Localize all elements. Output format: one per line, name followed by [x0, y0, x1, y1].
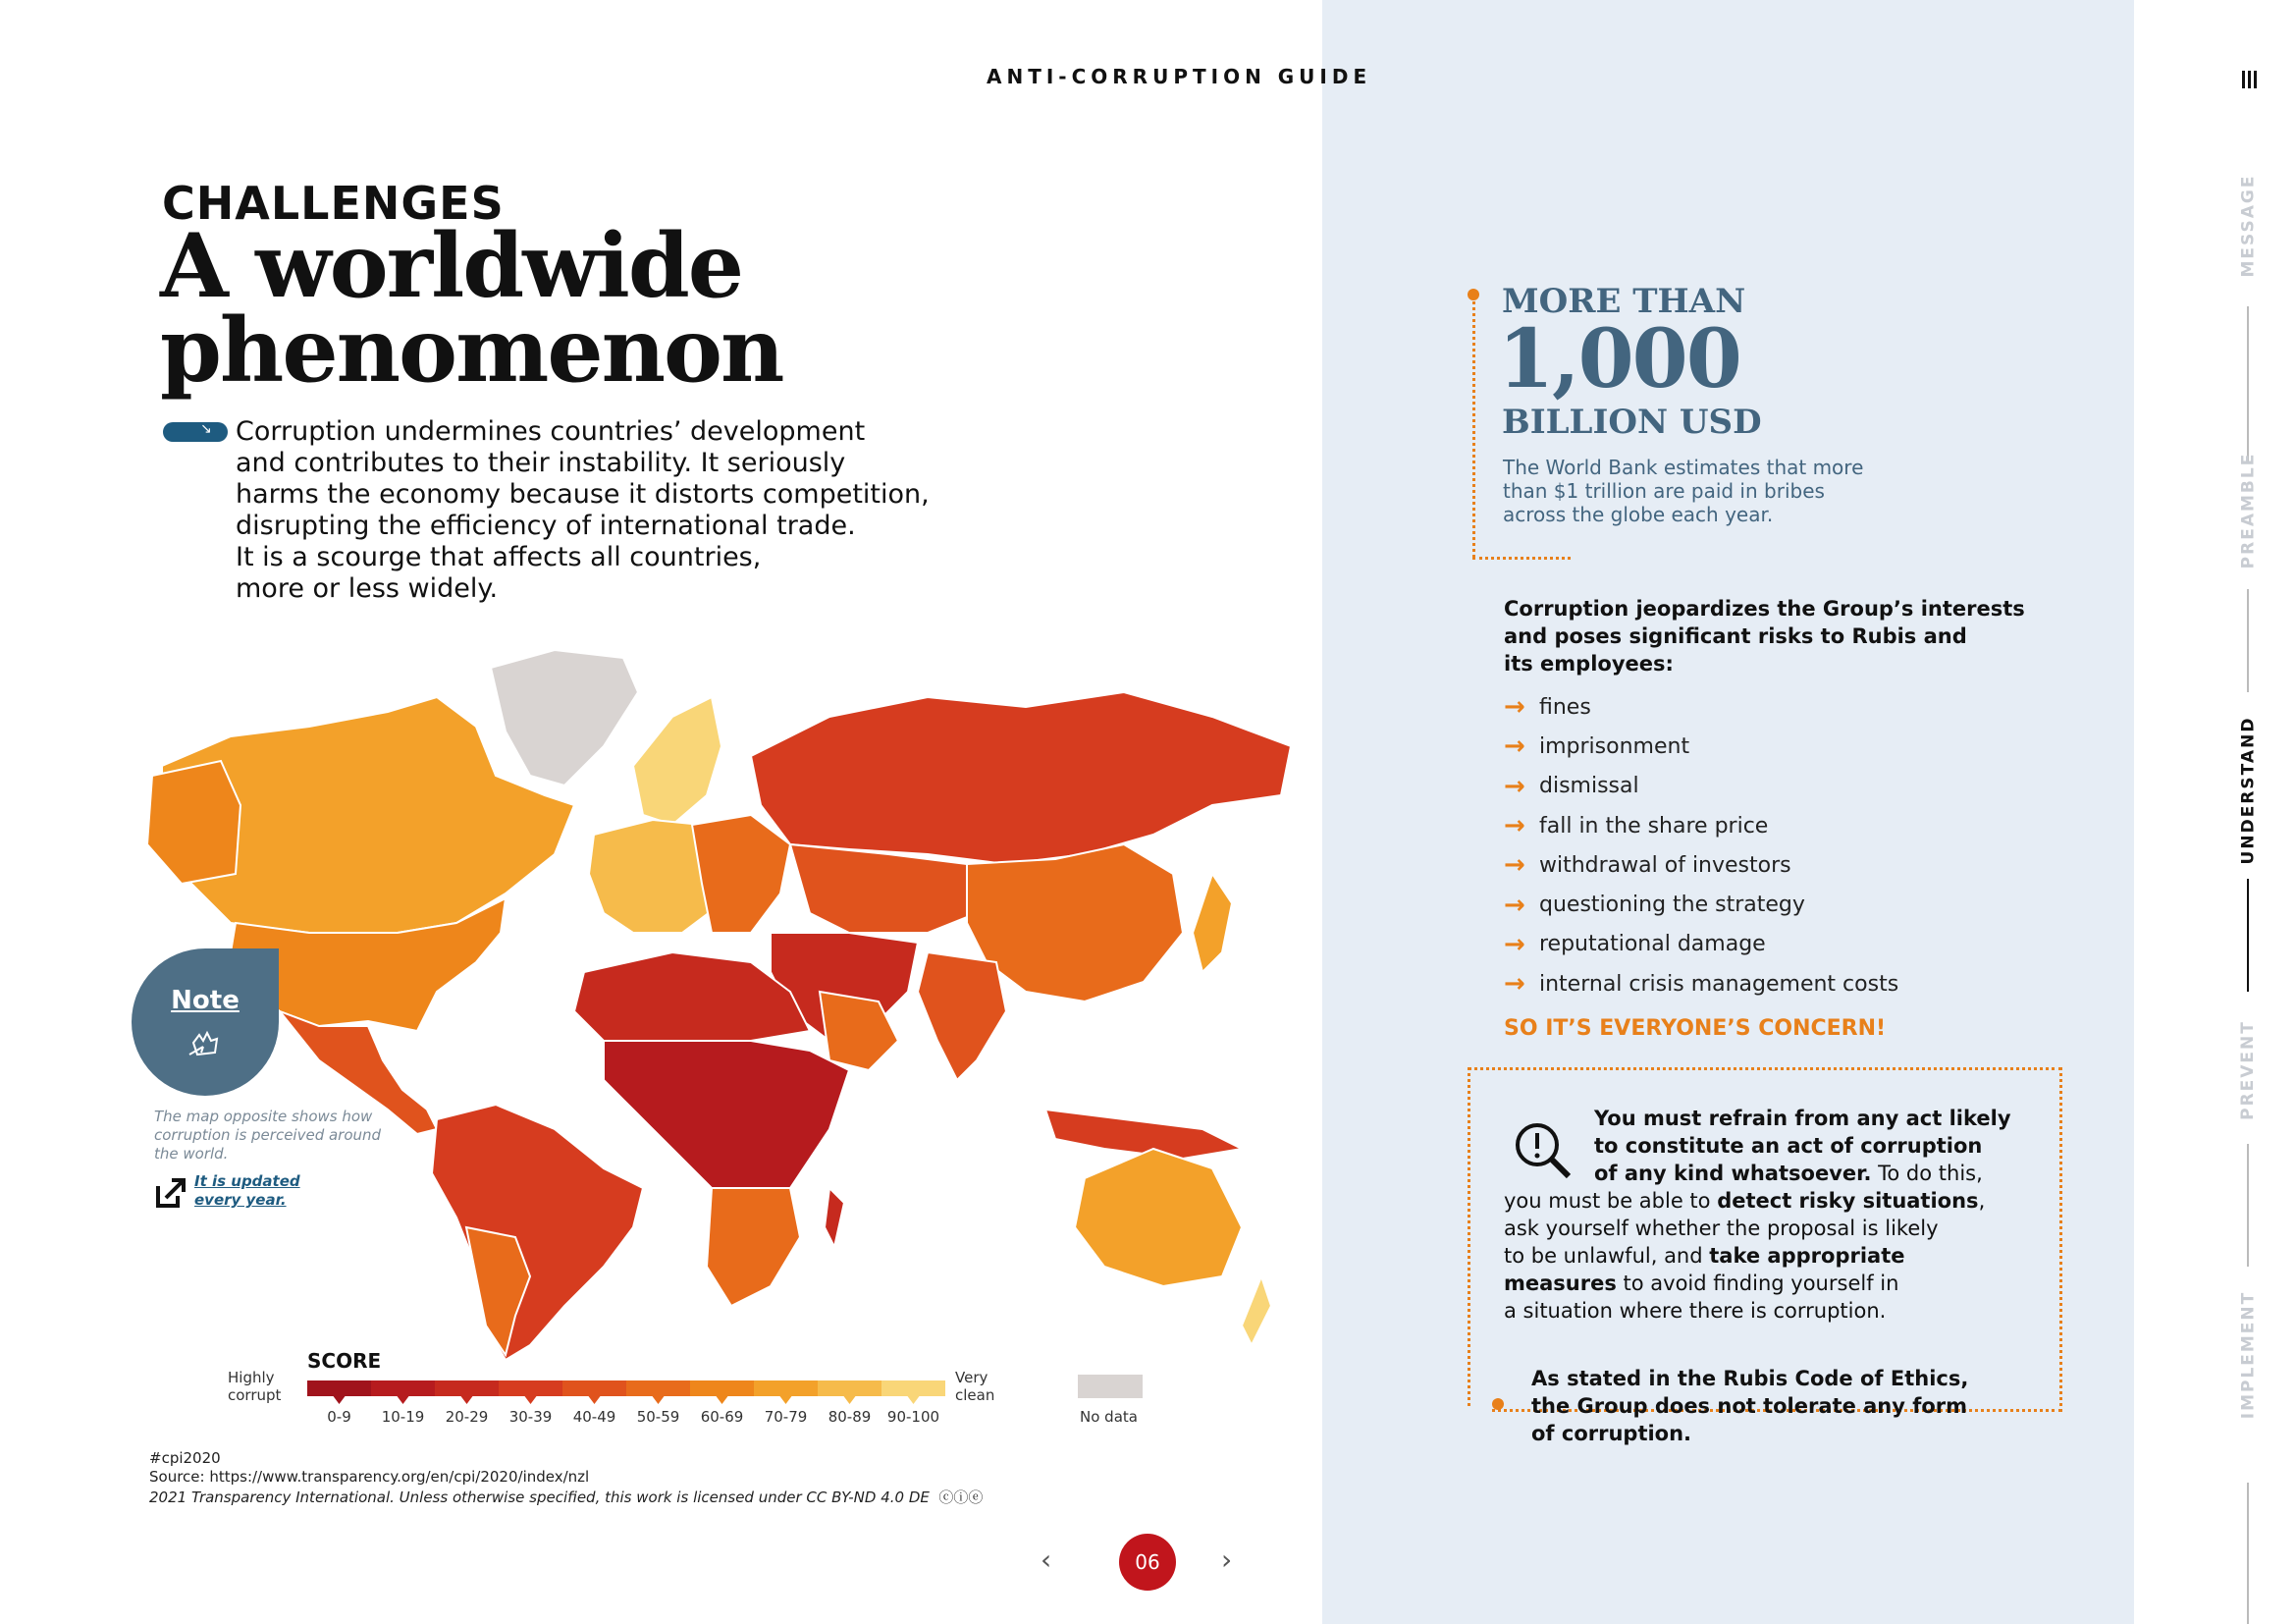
risk-label: withdrawal of investors — [1539, 852, 1791, 878]
warning-bold: of any kind whatsoever. — [1594, 1162, 1872, 1185]
source-url: Source: https://www.transparency.org/en/cpi/2020/index/nzl — [149, 1468, 590, 1486]
arrow-right-icon: → — [1504, 771, 1525, 801]
warning-line — [1504, 1242, 2034, 1270]
legend-tick — [334, 1396, 346, 1404]
legend-swatch — [626, 1380, 691, 1396]
risk-label: imprisonment — [1539, 733, 1690, 759]
tab-label: MESSAGE — [2238, 174, 2259, 278]
note-title: Note — [171, 986, 240, 1015]
risk-intro-line: and poses significant risks to Rubis and — [1504, 624, 1967, 648]
menu-icon[interactable] — [2240, 69, 2260, 92]
legend-low-line-2: corrupt — [228, 1386, 282, 1404]
concern-callout — [1504, 1016, 1886, 1041]
concern-emphasis: EVERYONE’S CONCERN! — [1599, 1016, 1887, 1041]
stat-dotted-underline — [1472, 557, 1571, 560]
previous-page-button[interactable]: ‹ — [1041, 1543, 1052, 1576]
note-text: The map opposite shows how corruption is perceived around the world. — [154, 1108, 382, 1163]
title-line-1: A worldwide — [160, 214, 743, 318]
legend-range-label: 0-9 — [327, 1408, 351, 1426]
intro-line: and contributes to their instability. It seriously — [236, 448, 846, 478]
warning-line: You must refrain from any act likely — [1594, 1107, 2011, 1130]
warning-line: a situation where there is corruption. — [1504, 1299, 1887, 1323]
stat-dotted-line — [1472, 295, 1475, 558]
warning-line — [1504, 1270, 2034, 1297]
stat-prefix: MORE THAN — [1502, 282, 1746, 321]
arrow-right-icon: → — [1504, 850, 1525, 881]
warning-line — [1504, 1160, 2034, 1187]
intro-line: It is a scourge that affects all countries, — [236, 542, 762, 572]
map-region-new-zealand — [1242, 1276, 1271, 1345]
legend-swatch — [881, 1380, 945, 1396]
legend-range-label: 40-49 — [572, 1408, 616, 1426]
arrow-icon: ↘ — [200, 421, 212, 437]
ethics-line: the Group does not tolerate any form — [1531, 1394, 1968, 1418]
warning-plain: , — [1978, 1189, 1986, 1213]
legend-range-label: 30-39 — [508, 1408, 553, 1426]
warning-plain: To do this, — [1871, 1162, 1983, 1185]
arrow-right-icon: → — [1504, 731, 1525, 762]
stat-unit: BILLION USD — [1502, 403, 1762, 442]
tab-message[interactable] — [2218, 137, 2277, 314]
legend-swatch — [690, 1380, 755, 1396]
legend-title: SCORE — [307, 1349, 382, 1373]
risk-label: reputational damage — [1539, 932, 1766, 957]
risk-label: questioning the strategy — [1539, 893, 1805, 918]
legend-tick — [844, 1396, 856, 1404]
tab-prevent[interactable] — [2218, 982, 2277, 1159]
list-item — [1504, 727, 2054, 766]
arrow-right-icon: → — [1504, 811, 1525, 841]
sidebar-divider — [2247, 1483, 2249, 1624]
arrow-right-icon: → — [1504, 692, 1525, 723]
ethics-line: of corruption. — [1531, 1422, 1692, 1445]
legend-swatch — [754, 1380, 819, 1396]
legend-high-line-2: clean — [955, 1386, 995, 1404]
license-text: 2021 Transparency International. Unless otherwise specified, this work is licensed under CC BY-ND 4.0 DE — [149, 1489, 930, 1506]
section-kicker: CHALLENGES — [162, 177, 505, 230]
ethics-statement — [1531, 1365, 2002, 1447]
box-gap — [1463, 1409, 1492, 1438]
tab-label: PREVENT — [2238, 1020, 2259, 1120]
update-link-line-1: It is updated — [194, 1172, 300, 1190]
stat-desc-line: than $1 trillion are paid in bribes — [1503, 479, 1825, 503]
update-link-line-2: every year. — [194, 1191, 287, 1209]
warning-plain: to avoid finding yourself in — [1616, 1272, 1899, 1295]
ethics-marker-dot — [1492, 1398, 1504, 1410]
risk-label: internal crisis management costs — [1539, 971, 1899, 997]
map-region-indonesia — [1045, 1110, 1242, 1159]
warning-bold: take appropriate — [1709, 1244, 1905, 1268]
legend-low-label — [228, 1369, 281, 1404]
sidebar-divider-active — [2247, 879, 2249, 992]
intro-line: Corruption undermines countries’ development — [236, 416, 866, 447]
next-page-button[interactable]: › — [1221, 1543, 1233, 1576]
tab-label: IMPLEMENT — [2238, 1290, 2259, 1420]
stat-description — [1503, 456, 1925, 526]
legend-range-label: 10-19 — [381, 1408, 425, 1426]
legend-swatch — [499, 1380, 563, 1396]
warning-bold: detect risky situations — [1717, 1189, 1979, 1213]
risk-intro — [1504, 595, 2054, 677]
source-hashtag: #cpi2020 — [149, 1449, 221, 1467]
warning-plain: you must be able to — [1504, 1189, 1718, 1213]
update-link[interactable] — [194, 1172, 342, 1210]
warning-text — [1504, 1105, 2034, 1325]
map-region-scandinavia — [633, 697, 721, 825]
list-item — [1504, 964, 2054, 1003]
legend-range-label: 70-79 — [764, 1408, 808, 1426]
legend-low-line-1: Highly — [228, 1369, 275, 1386]
hand-pointer-icon — [186, 1025, 225, 1060]
no-data-label: No data — [1080, 1408, 1138, 1426]
stat-value: 1,000 — [1498, 312, 1740, 406]
tab-label: UNDERSTAND — [2238, 716, 2258, 865]
tab-implement[interactable] — [2218, 1267, 2277, 1443]
list-item — [1504, 925, 2054, 964]
stat-desc-line: The World Bank estimates that more — [1503, 456, 1864, 479]
map-region-greenland — [491, 650, 638, 785]
external-link-icon — [154, 1176, 187, 1210]
risk-label: fall in the share price — [1539, 813, 1769, 839]
intro-line: harms the economy because it distorts competition, — [236, 479, 930, 510]
intro-marker — [163, 422, 228, 442]
list-item — [1504, 885, 2054, 924]
sidebar-divider — [2247, 1144, 2249, 1267]
warning-line: ask yourself whether the proposal is likely — [1504, 1217, 1939, 1240]
intro-line: disrupting the efficiency of international trade. — [236, 511, 856, 541]
legend-swatch — [371, 1380, 436, 1396]
map-region-alaska — [147, 761, 240, 884]
legend-tick — [717, 1396, 728, 1404]
page-number: 06 — [1119, 1534, 1176, 1591]
map-region-madagascar — [825, 1188, 844, 1247]
risk-label: fines — [1539, 694, 1591, 720]
cc-license-icon: ⓒⓘⓔ — [934, 1489, 984, 1506]
list-item — [1504, 845, 2054, 885]
legend-tick — [908, 1396, 920, 1404]
legend-tick — [589, 1396, 601, 1404]
map-region-japan — [1193, 874, 1232, 972]
map-region-russia — [751, 692, 1291, 864]
legend-high-line-1: Very — [955, 1369, 988, 1386]
risk-intro-line: its employees: — [1504, 652, 1674, 676]
warning-plain: to be unlawful, and — [1504, 1244, 1710, 1268]
list-item — [1504, 767, 2054, 806]
legend-swatch — [435, 1380, 500, 1396]
tab-understand[interactable] — [2218, 702, 2277, 879]
legend-swatch — [818, 1380, 882, 1396]
note-callout — [132, 948, 279, 1096]
legend-high-label — [955, 1369, 994, 1404]
list-item — [1504, 687, 2054, 727]
legend-range-label: 80-89 — [828, 1408, 872, 1426]
legend-tick — [525, 1396, 537, 1404]
stat-desc-line: across the globe each year. — [1503, 503, 1774, 526]
tab-preamble[interactable] — [2218, 422, 2277, 599]
map-region-south-america — [432, 1105, 643, 1360]
title-line-2: phenomenon — [160, 298, 783, 403]
legend-swatch — [307, 1380, 372, 1396]
risk-list — [1504, 687, 2054, 1003]
concern-prefix: SO IT’S — [1504, 1016, 1600, 1041]
page-title — [160, 214, 906, 403]
map-region-india — [918, 952, 1006, 1080]
legend-color-scale — [307, 1380, 945, 1408]
intro-line: more or less widely. — [236, 573, 499, 604]
arrow-right-icon: → — [1504, 969, 1525, 1000]
legend-range-label: 50-59 — [636, 1408, 680, 1426]
legend-range-label: 20-29 — [445, 1408, 489, 1426]
tab-label: PREAMBLE — [2238, 452, 2259, 569]
intro-paragraph — [236, 416, 982, 605]
arrow-right-icon: → — [1504, 890, 1525, 920]
map-region-southern-africa — [707, 1188, 800, 1306]
arrow-right-icon: → — [1504, 929, 1525, 959]
legend-range-label: 60-69 — [700, 1408, 744, 1426]
risk-intro-line: Corruption jeopardizes the Group’s interests — [1504, 597, 2025, 621]
no-data-swatch — [1078, 1375, 1143, 1398]
risk-label: dismissal — [1539, 774, 1639, 799]
list-item — [1504, 806, 2054, 845]
sidebar-divider — [2247, 589, 2249, 692]
guide-title: ANTI-CORRUPTION GUIDE — [987, 65, 1372, 88]
legend-swatch — [562, 1380, 627, 1396]
legend-tick — [461, 1396, 473, 1404]
legend-tick — [398, 1396, 409, 1404]
legend-tick — [653, 1396, 665, 1404]
warning-line — [1504, 1187, 2034, 1215]
world-corruption-map — [142, 638, 1310, 1365]
warning-bold: measures — [1504, 1272, 1617, 1295]
ethics-line: As stated in the Rubis Code of Ethics, — [1531, 1367, 1969, 1390]
source-license — [149, 1487, 983, 1507]
warning-line: to constitute an act of corruption — [1594, 1134, 1983, 1158]
legend-tick — [780, 1396, 792, 1404]
map-region-australia — [1075, 1149, 1242, 1286]
legend-range-label: 90-100 — [886, 1408, 940, 1426]
